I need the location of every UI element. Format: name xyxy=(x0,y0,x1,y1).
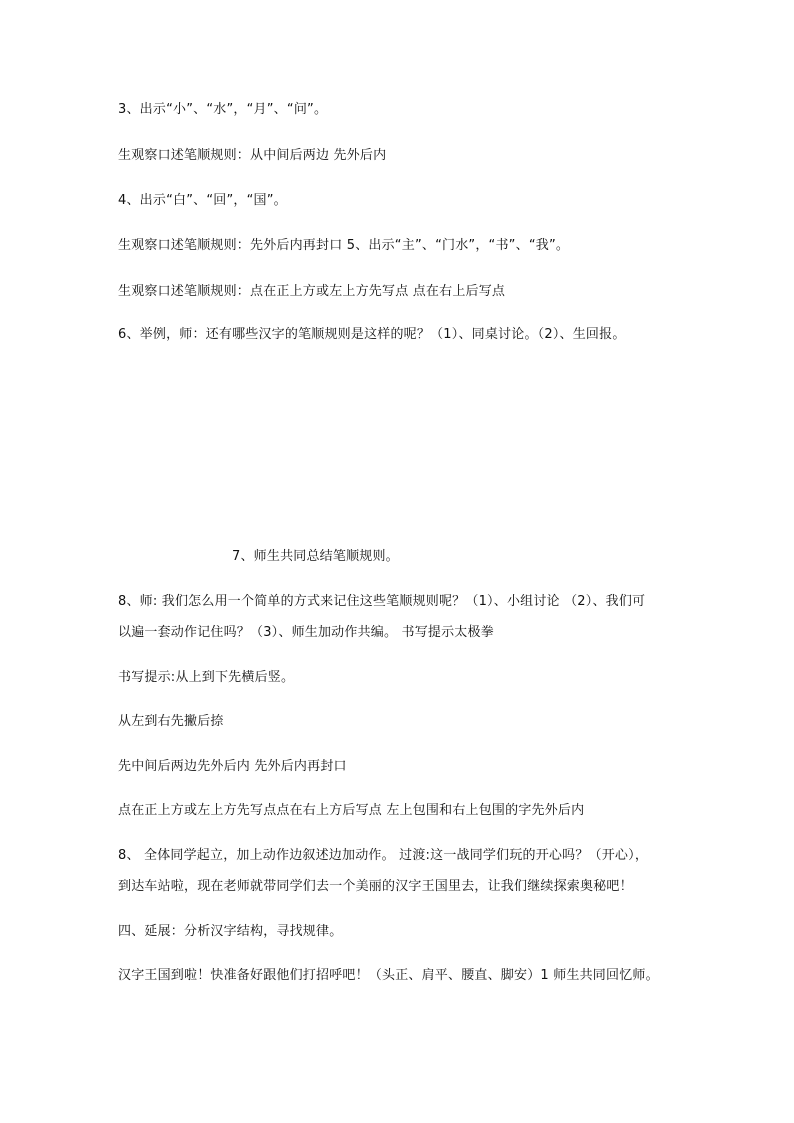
step-6-text: 6、举例，师：还有哪些汉字的笔顺规则是这样的呢？（1）、同桌讨论。（2）、生回报。 xyxy=(118,327,626,342)
step-4-text: 4、出示“白”、“回”，“国”。 xyxy=(118,193,287,208)
step-8-text-line-1: 8、师: 我们怎么用一个简单的方式来记住这些笔顺规则呢？（1）、小组讨论 （2）、我们可 xyxy=(118,594,646,609)
step-8-text-line-2: 以遍一套动作记住吗？（3）、师生加动作共编。 书写提示太极拳 xyxy=(118,625,494,640)
observation-rule-2: 生观察口述笔顺规则：先外后内再封口 5、出示“主”、“门水”，“书”、“我”。 xyxy=(118,238,570,253)
writing-tip-3: 先中间后两边先外后内 先外后内再封口 xyxy=(118,759,347,774)
section-4-heading: 四、延展：分析汉字结构，寻找规律。 xyxy=(118,924,343,939)
writing-tip-2: 从左到右先撇后捺 xyxy=(118,714,224,729)
step-8b-text-line-1: 8、 全体同学起立，加上动作边叙述边加动作。 过渡:这一战同学们玩的开心吗？（开心）， xyxy=(118,848,649,863)
writing-tip-4: 点在正上方或左上方先写点点在右上方后写点 左上包围和右上包围的字先外后内 xyxy=(118,803,585,818)
step-3-text: 3、出示“小”、“水”，“月”、“问”。 xyxy=(118,102,328,117)
observation-rule-3: 生观察口述笔顺规则：点在正上方或左上方先写点 点在右上后写点 xyxy=(118,284,506,299)
observation-rule-1: 生观察口述笔顺规则：从中间后两边 先外后内 xyxy=(118,148,387,163)
step-7-text: 7、师生共同总结笔顺规则。 xyxy=(232,549,399,564)
closing-text: 汉字王国到啦！快准备好跟他们打招呼吧！（头正、肩平、腰直、脚安）1 师生共同回忆师。 xyxy=(118,968,659,983)
writing-tip-1: 书写提示:从上到下先横后竖。 xyxy=(118,670,295,685)
step-8b-text-line-2: 到达车站啦，现在老师就带同学们去一个美丽的汉字王国里去，让我们继续探索奥秘吧！ xyxy=(118,879,633,894)
